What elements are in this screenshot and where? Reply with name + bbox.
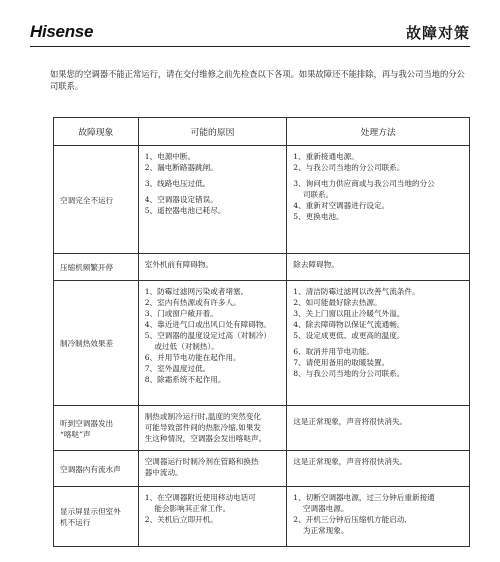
cause-line: 或过低（对制热）。 — [144, 342, 219, 351]
action-cell — [287, 406, 470, 451]
table-row — [54, 487, 470, 547]
action-line: 7、请使用备用的取暖装置。 — [293, 358, 390, 367]
page-header — [0, 0, 500, 52]
action-line: 5、设定成更低、或更高的温度。 — [293, 331, 405, 340]
cause-line: 1、在空调器附近使用移动电话可 — [144, 493, 256, 502]
cause-cell — [138, 451, 287, 487]
table-row — [54, 146, 470, 254]
action-line: 3、关上门窗以阻止冷暖气外溢。 — [293, 309, 405, 318]
action-line: 这是正常现象，声音将很快消失。 — [293, 457, 408, 466]
cause-line: 8、除霜系统不起作用。 — [144, 375, 226, 384]
symptom-cell: 空调完全不运行 — [54, 146, 139, 254]
action-line: 4、重新对空调器进行设定。 — [293, 201, 390, 210]
cause-line: 5、遥控器电池已耗尽。 — [144, 206, 226, 215]
cause-line: 1、防霉过滤网污染或者堵塞。 — [144, 287, 249, 296]
table-header-row — [54, 118, 470, 146]
cause-line: 3、门或窗户敞开着。 — [144, 309, 218, 318]
cause-cell — [138, 487, 287, 547]
action-cell — [287, 281, 470, 406]
action-line: 2、如可能最好除去热源。 — [293, 298, 382, 307]
cause-line: 5、空调器的温度设定过高（对制冷） — [144, 331, 272, 340]
cause-line: 2、室内有热源或有许多人。 — [144, 298, 241, 307]
cause-cell — [138, 406, 287, 451]
symptom-cell: 显示屏显示但室外 机不运行 — [54, 487, 139, 547]
cause-line: 4、靠近进气口或出风口处有障碍物。 — [144, 320, 272, 329]
cause-line: 4、空调器设定错误。 — [144, 195, 218, 204]
brand-logo: Hisense — [30, 22, 94, 41]
cause-line: 器中流动。 — [144, 468, 183, 477]
action-line: 除去障碍物。 — [293, 260, 339, 269]
column-header-symptom: 故障现象 — [54, 118, 139, 146]
cause-line: 3、线路电压过低。 — [144, 179, 211, 188]
action-line: 司联系。 — [293, 190, 334, 199]
column-header-cause: 可能的原因 — [138, 118, 287, 146]
action-cell — [287, 254, 470, 281]
cause-line: 生这种情况，空调器会发出喀哒声。 — [144, 434, 267, 443]
action-line: 2、开机三分钟后压缩机方能启动, — [293, 515, 407, 524]
cause-cell — [138, 146, 287, 254]
action-line: 为正常现象。 — [293, 526, 349, 535]
cause-line: 能会影响其正常工作。 — [144, 504, 231, 513]
table-row — [54, 254, 470, 281]
cause-line: 2、关机后立即开机。 — [144, 515, 218, 524]
action-cell — [287, 487, 470, 547]
table-row — [54, 406, 470, 451]
action-cell — [287, 451, 470, 487]
cause-cell — [138, 254, 287, 281]
action-line: 4、除去障碍物以保证气流通畅。 — [293, 320, 405, 329]
cause-cell — [138, 281, 287, 406]
cause-line: 7、室外温度过低。 — [144, 364, 211, 373]
symptom-cell: 制冷制热效果差 — [54, 281, 139, 406]
action-line: 5、更换电池。 — [293, 212, 344, 221]
cause-line: 室外机前有障碍物。 — [144, 260, 214, 269]
cause-line: 6、并用节电功能在起作用。 — [144, 353, 241, 362]
action-line: 1、切断空调器电源，过三分钟后重新接通 — [293, 493, 435, 502]
cause-line: 1、电源中断。 — [144, 152, 196, 161]
action-line: 空调器电源。 — [293, 504, 349, 513]
table-row — [54, 451, 470, 487]
intro-paragraph: 如果您的空调器不能正常运行，请在交付维修之前先检查以下各项。如果故障还不能排除，再与我公司当地的分公司联系。 — [50, 69, 465, 91]
action-line: 1、清洁防霉过滤网以改善气流条件。 — [293, 287, 420, 296]
page-title: 故障对策 — [405, 24, 470, 42]
action-line: 2、与我公司当地的分公司联系。 — [293, 163, 405, 172]
symptom-cell: 听到空调器发出 “喀哒”声 — [54, 406, 139, 451]
symptom-cell: 空调器内有流水声 — [54, 451, 139, 487]
cause-line: 空调器运行时制冷剂在管路和换热 — [144, 457, 259, 466]
cause-line: 可能导致部件间的热胀冷缩,如果发 — [144, 423, 262, 432]
action-line: 8、与我公司当地的分公司联系。 — [293, 369, 405, 378]
troubleshooting-table — [53, 117, 470, 547]
symptom-cell: 压缩机频繁开停 — [54, 254, 139, 281]
action-line: 6、取消并用节电功能。 — [293, 347, 375, 356]
column-header-action: 处理方法 — [287, 118, 470, 146]
table-row — [54, 281, 470, 406]
action-cell — [287, 146, 470, 254]
cause-line: 制热或制冷运行时,温度的突然变化 — [144, 412, 262, 421]
action-line: 1、重新接通电源。 — [293, 152, 359, 161]
table-body — [54, 146, 470, 547]
action-line: 这是正常现象，声音将很快消失。 — [293, 417, 408, 426]
action-line: 3、询问电力供应商或与我公司当地的分公 — [293, 179, 435, 188]
header-divider — [30, 46, 470, 47]
cause-line: 2、漏电断路器跳闸。 — [144, 163, 218, 172]
